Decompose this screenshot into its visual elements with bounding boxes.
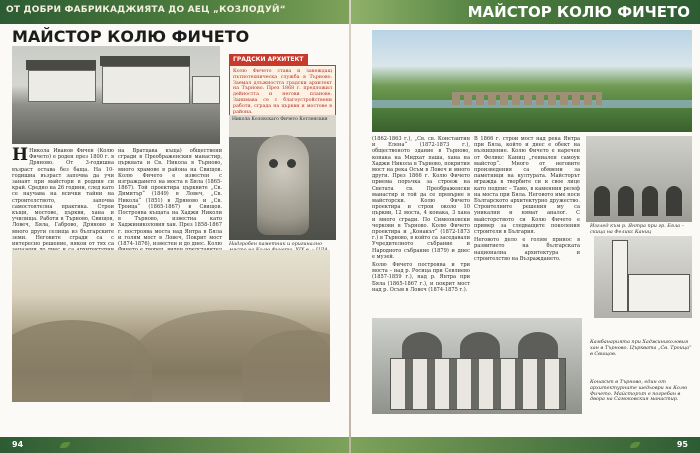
right-footer bbox=[351, 437, 700, 453]
page-title: МАЙСТОР КОЛЮ ФИЧЕТО bbox=[12, 27, 250, 46]
houses-photo bbox=[12, 46, 220, 144]
arcade-caption: Изглед към р. Янтра при гр. Бяла – скица на Феликс Каниц bbox=[590, 223, 685, 235]
church-tower-photo bbox=[594, 236, 692, 318]
column-4-text: В 1866 г. строи мост над река Янтра при Бяла, който и днес е обект на възхищение. Колю Фичето е наречен от Феликс Каниц „гениален самоук майстор“. Много от неговите произведения са обявени за паметници на културата. Майсторът вгражда в творбите си и свое лице като подпис – Тамо, в каменния релеф на моста при Бяла. Неговото име носи Българското архитектурно дружество. Строителните решения му са уникални и нямат аналог. С майсторството си Колю Фичето е пример за следващите поколения строители в България. bbox=[474, 136, 580, 236]
book-gutter bbox=[349, 0, 351, 453]
church-body-shape bbox=[628, 274, 690, 312]
statue-photo bbox=[229, 115, 336, 240]
architect-sidebar bbox=[229, 46, 336, 115]
left-footer bbox=[0, 437, 349, 453]
church-caption-1: Камбанарията при Хаджиниколовия хан в Търново. Църквата „Св. Троица“ в Свищов. bbox=[590, 339, 692, 357]
sidebar-text: Колю Фичето става и завеждащ пътнотехническа служба в Търново. Заемал длъжността градски архитект на Търново. През 1868 г. предложил дейността и негови планове. Занимава се с благоустройствени работи, сграда на църкви и мостове в района. bbox=[229, 65, 336, 121]
tower-shape bbox=[612, 240, 628, 312]
leaf-ornament-icon bbox=[60, 442, 70, 448]
bridge-shape bbox=[452, 92, 602, 105]
text-column-4 bbox=[474, 136, 580, 264]
building-shape bbox=[102, 66, 190, 104]
right-chapter-header bbox=[351, 0, 700, 24]
column-3-tail: Колю Фичето построява и три моста – над р. Росица при Севлиево (1857-1859 г.), над р. Янтра при Бяла (1865-1867 г.), и покрит мост над р. Осъм в Ловеч (1874-1875 г.). bbox=[372, 262, 470, 293]
right-chapter-title: МАЙСТОР КОЛЮ ФИЧЕТО bbox=[467, 3, 690, 21]
statue-caption: Надгробен паметник и оригинално bbox=[229, 241, 322, 247]
konak-caption: Конакът в Търново, един от архитектурните шедьоври на Колю Фичето. Майсторът е погребан в двора на Самоковския манастир. bbox=[590, 379, 688, 403]
stone-eye bbox=[269, 159, 278, 168]
column-1-text: Никола Иванов Фичев (Колю Фичето) е роден през 1800 г. в Дряново. От 3-годишна възраст остава без баща. На 10-годишна възраст започва да учи занаят при майстори в родния си край. Средно на 26 години, след като се научава на всички тайни на строителството, започва самостоятелна практика. Строи къщи, мостове, църкви, хана и училища. Работи в Търново, Свищов, Ловеч, Бяла, Габрово, Дряново и много други селища из българските земи. Неговите сгради са с интересно решение, някои от тях са bbox=[12, 148, 114, 248]
arch-shape bbox=[642, 186, 658, 216]
column-3-text: (1862-1863 г.), „Св. св. Константин и Елена“ (1872-1873 г.), общественото здание в Търново, конака на Мидхат паша, хана на Хаджи Никола в Търново, покрития мост на река Осъм в Ловеч и много други. През 1866 г. Колю Фичето приема поръчка за строеж на Светата св. Преображенски манастир и той да се превърне в майсторски. Колю Фичето проектира и строи около 10 църкви, 12 моста, 4 конака, 3 хана и много сгради. По Симеоновски черкови в Търново. Колю Фичето проектира и „Конакът“ (1872-1873 г.) в Търново, в който са заседавали Учредителното събрание и Народното събрание (1879) и днес е музей. bbox=[372, 136, 470, 260]
column-4-tail: Неговото дело е голям принос в развитието на българската национална архитектура и строителство на Възраждането. bbox=[474, 237, 580, 262]
town-engraving bbox=[12, 250, 330, 402]
statue-plaque: Никола Коловскаго Фичето Котленския bbox=[229, 115, 336, 137]
roof-shape bbox=[26, 60, 96, 70]
left-page-number: 94 bbox=[12, 440, 24, 449]
arcade-photo bbox=[586, 136, 692, 222]
arch-shape bbox=[618, 186, 634, 216]
stone-figure bbox=[257, 135, 309, 235]
leaf-ornament-icon bbox=[630, 442, 640, 448]
building-shape bbox=[192, 76, 220, 104]
arch-shape bbox=[666, 186, 682, 216]
arch-shape bbox=[594, 186, 610, 216]
sidebar-heading: ГРАДСКИ АРХИТЕКТ bbox=[229, 54, 308, 65]
hill-shape bbox=[12, 320, 152, 402]
river-landscape-painting bbox=[372, 30, 692, 132]
left-running-header bbox=[0, 0, 349, 24]
column-2-text: на Вратцава къща) обществени сгради в Преображенския манастир, църквата и Св. Никола в Търново, много храмове в района на Свищов. Колю Фичето е известен с изграждането на моста в Бяла (1865-1867). Той проектира църквите „Св. Димитър“ (1849) в Ловеч, „Св. Никола“ (1851) в Дряново и „Св. Троица“ (1865-1867) в Свищов. Построява къщата на Хаджи Николи в Търново, известна като Хаджиниколовия хан. През 1858-1867 г. построява моста над Янтра в Бяла и голям мост в Ловеч, Покрит мост (1874-1876), известен и до днес. Колю bbox=[118, 148, 222, 248]
stone-eye bbox=[287, 159, 296, 168]
text-column-3 bbox=[372, 136, 470, 295]
wall-shape bbox=[390, 358, 566, 410]
konak-photo bbox=[372, 318, 582, 414]
building-shape bbox=[28, 70, 96, 102]
right-page-number: 95 bbox=[676, 440, 688, 449]
drop-cap: Н bbox=[12, 145, 29, 165]
left-running-title: ОТ ДОБРИ ФАБРИКАДЖИЯТА ДО АЕЦ „КОЗЛОДУЙ“ bbox=[6, 5, 286, 15]
roof-shape bbox=[100, 56, 190, 66]
